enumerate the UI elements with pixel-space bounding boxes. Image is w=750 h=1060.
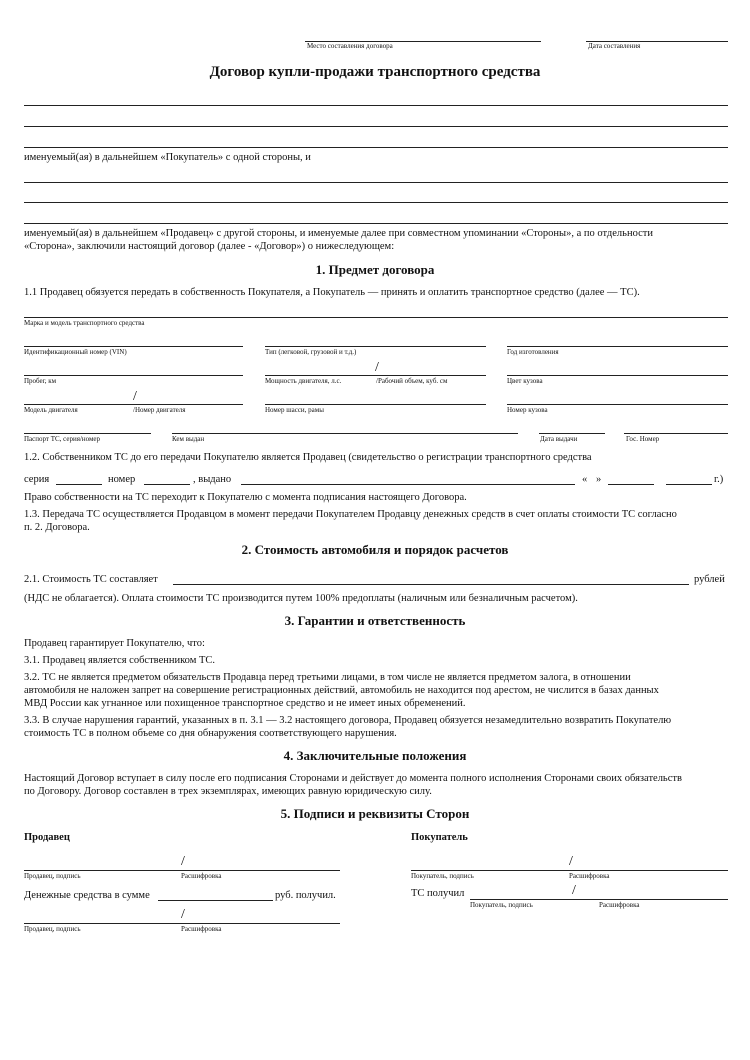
buyer-sign-label: Покупатель, подпись [411,872,474,880]
vehicle-transcript-label: Расшифровка [599,901,640,909]
clause-1-3-line2: п. 2. Договора. [24,522,90,533]
clause-3-3-line1: 3.3. В случае нарушения гарантий, указанных в п. 3.1 — 3.2 настоящего договора, Продавец обязуется незамедлительно возвратить Покупателю [24,715,672,726]
clause-1-3-line1: 1.3. Передача ТС осуществляется Продавцом в момент передачи Покупателем Продавцу денежных средств в счет оплаты стоимости ТС согласно [24,509,677,520]
buyer-named-text: именуемый(ая) в дальнейшем «Покупатель» с одной стороны, и [24,152,311,163]
section4-heading: 4. Заключительные положения [283,748,467,763]
body-number-line[interactable] [507,404,728,405]
issue-date-label: Дата выдачи [540,435,578,443]
engine-model-label: Модель двигателя [24,406,78,414]
guarantee-intro: Продавец гарантирует Покупателю, что: [24,638,205,649]
buyer-sign-line[interactable] [411,870,728,871]
seller-transcript-label: Расшифровка [181,872,222,880]
clause-3-2-line3: МВД России как угнанное или похищенное транспортное средство и не имеет иных обременений. [24,698,466,709]
money-transcript-label: Расшифровка [181,925,222,933]
series-label: серия [24,474,50,485]
clause-4-line2: по Договору. Договор составлен в трех экземплярах, имеющих равную юридическую силу. [24,786,432,797]
mileage-label: Пробег, км [24,377,57,385]
section2-heading: 2. Стоимость автомобиля и порядок расчетов [241,542,509,557]
clause-3-2-line1: 3.2. ТС не является предметом обязательств Продавца перед третьими лицами, в том числе не является предметом залога, в отношении [24,672,631,683]
section3-heading: 3. Гарантии и ответственность [284,613,466,628]
engine-number-label: /Номер двигателя [133,406,186,414]
money-sign-line[interactable] [24,923,340,924]
buyer-sign-slash: / [569,854,573,869]
seller-sign-label: Продавец, подпись [24,872,81,880]
passport-label: Паспорт ТС, серия/номер [24,435,101,443]
seller-sign-slash: / [181,854,185,869]
chassis-line[interactable] [265,404,486,405]
section1-heading: 1. Предмет договора [315,262,435,277]
mileage-line[interactable] [24,375,243,376]
gos-number-label: Гос. Номер [626,435,660,443]
number-line[interactable] [144,484,190,485]
rubles-label: рублей [694,574,725,585]
seller-heading: Продавец [24,832,70,843]
vehicle-buyer-sign-label: Покупатель, подпись [470,901,533,909]
volume-label: /Рабочий объем, куб. см [376,377,448,385]
buyer-transcript-label: Расшифровка [569,872,610,880]
type-label: Тип (легковой, грузовой и т.д.) [265,348,357,356]
buyer-line-3[interactable] [24,147,728,148]
money-seller-sign-label: Продавец, подпись [24,925,81,933]
clause-3-2-line2: автомобиля не наложен запрет на совершение регистрационных действий, автомобиль не находится под арестом, не числится в базах данных [24,685,659,696]
money-suffix: руб. получил. [275,890,336,901]
money-sign-slash: / [181,907,185,922]
issued-label: , выдано [193,474,232,485]
power-label: Мощность двигателя, л.с. [265,377,342,385]
clause-3-3-line2: стоимость ТС в полном объеме со дня обнаружения соответствующего нарушения. [24,728,397,739]
vat-text: (НДС не облагается). Оплата стоимости ТС производится путем 100% предоплаты (наличным или безналичным расчетом). [24,593,578,604]
passport-line[interactable] [24,433,151,434]
seller-named-text-2: «Сторона», заключили настоящий договор (далее - «Договор») о нижеследующем: [24,241,395,252]
vehicle-received-label: ТС получил [411,888,465,899]
date-label: Дата составления [588,42,641,50]
seller-named-text-1: именуемый(ая) в дальнейшем «Продавец» с другой стороны, и именуемые далее при совместном упоминании «Стороны», а по отдельности [24,228,653,239]
issued-by-label: Кем выдан [172,435,205,443]
engine-line[interactable] [24,404,243,405]
clause-3-1: 3.1. Продавец является собственником ТС. [24,655,216,666]
place-label: Место составления договора [307,42,393,50]
ownership-text: Право собственности на ТС переходит к Покупателю с момента подписания настоящего Договора. [24,492,467,503]
vin-label: Идентификационный номер (VIN) [24,348,127,356]
seller-line-2[interactable] [24,202,728,203]
gos-number-line[interactable] [624,433,728,434]
clause-4-line1: Настоящий Договор вступает в силу после его подписания Сторонами и действует до момента полного исполнения Сторонами своих обязательств [24,773,682,784]
price-line[interactable] [173,584,689,585]
buyer-heading: Покупатель [411,832,468,843]
power-volume-slash: / [375,360,379,375]
issue-date-line[interactable] [539,433,605,434]
series-line[interactable] [56,484,102,485]
seller-line-3[interactable] [24,223,728,224]
year-label: Год изготовления [507,348,559,356]
make-model-line[interactable] [24,317,728,318]
chassis-label: Номер шасси, рамы [265,406,324,414]
year-suffix: г.) [714,474,724,485]
year-line[interactable] [507,346,728,347]
seller-line-1[interactable] [24,182,728,183]
vehicle-sign-line[interactable] [470,899,728,900]
year-value-line[interactable] [666,484,712,485]
money-amount-line[interactable] [158,900,273,901]
buyer-line-1[interactable] [24,105,728,106]
vin-line[interactable] [24,346,243,347]
power-line[interactable] [265,375,486,376]
buyer-line-2[interactable] [24,126,728,127]
vehicle-sign-slash: / [572,883,576,898]
clause-1-2: 1.2. Собственником ТС до его передачи Покупателю является Продавец (свидетельство о регистрации транспортного средства [24,452,592,463]
quote-close: » [596,474,602,485]
money-prefix: Денежные средства в сумме [24,890,150,901]
color-line[interactable] [507,375,728,376]
color-label: Цвет кузова [507,377,543,385]
issued-line[interactable] [241,484,575,485]
type-line[interactable] [265,346,486,347]
section5-heading: 5. Подписи и реквизиты Сторон [280,806,470,821]
make-model-label: Марка и модель транспортного средства [24,319,145,327]
clause-1-1: 1.1 Продавец обязуется передать в собственность Покупателя, а Покупатель — принять и оплатить транспортное средство (далее — ТС). [24,287,640,298]
engine-slash: / [133,389,137,404]
issued-by-line[interactable] [172,433,518,434]
clause-2-1: 2.1. Стоимость ТС составляет [24,574,158,585]
number-label: номер [108,474,136,485]
quote-open: « [582,474,588,485]
document-title: Договор купли-продажи транспортного средства [209,64,541,80]
body-number-label: Номер кузова [507,406,548,414]
day-line[interactable] [608,484,654,485]
seller-sign-line[interactable] [24,870,340,871]
